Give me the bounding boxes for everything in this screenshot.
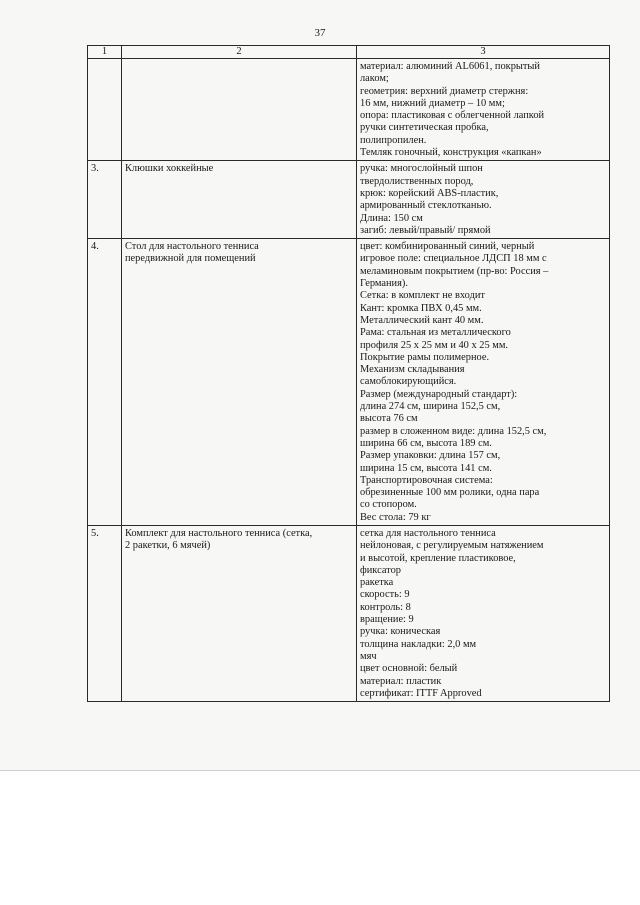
spec-line: меламиновым покрытием (пр-во: Россия –	[360, 265, 549, 277]
spec-line: полипропилен.	[360, 134, 427, 146]
table-row	[88, 161, 610, 239]
spec-line: твердолиственных пород,	[360, 175, 474, 187]
spec-line: обрезиненные 100 мм ролики, одна пара	[360, 487, 540, 499]
spec-line: ширина 15 см, высота 141 см.	[360, 462, 492, 474]
spec-line: Размер (международный стандарт):	[360, 388, 518, 400]
item-number: 3.	[88, 161, 122, 239]
spec-line: Покрытие рамы полимерное.	[360, 351, 490, 363]
item-name	[122, 59, 357, 161]
spec-line: Металлический кант 40 мм.	[360, 314, 484, 326]
spec-line: длина 274 см, ширина 152,5 см,	[360, 401, 501, 413]
item-name	[122, 525, 357, 701]
spec-line: со стопором.	[360, 499, 417, 511]
spec-line: Рама: стальная из металлического	[360, 327, 511, 339]
item-name-line: Комплект для настольного тенниса (сетка,	[125, 527, 313, 539]
item-number	[88, 59, 122, 161]
item-name-line: 2 ракетки, 6 мячей)	[125, 540, 211, 552]
spec-line: ручка: коническая	[360, 626, 441, 638]
spec-line: мяч	[360, 650, 377, 662]
column-header: 2	[122, 46, 357, 59]
spec-line: толщина накладки: 2,0 мм	[360, 638, 477, 650]
spec-line: ширина 66 см, высота 189 см.	[360, 437, 492, 449]
item-name	[122, 239, 357, 526]
spec-line: фиксатор	[360, 564, 401, 576]
spec-line: игровое поле: специальное ЛДСП 18 мм с	[360, 253, 547, 265]
item-name-line: Клюшки хоккейные	[125, 163, 214, 175]
spec-line: ручки синтетическая пробка,	[360, 122, 489, 134]
spec-line: контроль: 8	[360, 601, 411, 613]
spec-line: лаком;	[360, 73, 389, 85]
spec-line: ручка: многослойный шпон	[360, 163, 483, 175]
spec-line: загиб: левый/правый/ прямой	[360, 224, 491, 236]
spec-line: скорость: 9	[360, 589, 410, 601]
spec-line: нейлоновая, с регулируемым натяжением	[360, 540, 544, 552]
item-name	[122, 161, 357, 239]
spec-line: геометрия: верхний диаметр стержня:	[360, 85, 529, 97]
spec-line: сетка для настольного тенниса	[360, 527, 496, 539]
spec-line: Механизм складывания	[360, 364, 465, 376]
table-row	[88, 525, 610, 701]
spec-line: материал: пластик	[360, 675, 442, 687]
item-specification	[357, 161, 610, 239]
spec-line: опора: пластиковая с облегченной лапкой	[360, 110, 545, 122]
specification-table	[87, 45, 610, 702]
item-specification	[357, 525, 610, 701]
spec-line: Длина: 150 см	[360, 212, 423, 224]
spec-line: Темляк гоночный, конструкция «капкан»	[360, 147, 542, 159]
column-header: 3	[357, 46, 610, 59]
spec-line: Германия).	[360, 278, 408, 290]
item-specification	[357, 239, 610, 526]
item-name-line: передвижной для помещений	[125, 253, 256, 265]
item-number: 5.	[88, 525, 122, 701]
spec-line: крюк: корейский ABS-пластик,	[360, 187, 499, 199]
column-header: 1	[88, 46, 122, 59]
spec-line: цвет: комбинированный синий, черный	[360, 241, 535, 253]
spec-line: размер в сложенном виде: длина 152,5 см,	[360, 425, 547, 437]
table-row	[88, 239, 610, 526]
spec-line: материал: алюминий AL6061, покрытый	[360, 61, 540, 72]
spec-line: армированный стеклотканью.	[360, 200, 492, 212]
table-header-row	[88, 46, 610, 59]
spec-line: сертификат: ITTF Approved	[360, 687, 482, 699]
item-number: 4.	[88, 239, 122, 526]
spec-line: Кант: кромка ПВХ 0,45 мм.	[360, 302, 482, 314]
page-number: 37	[314, 27, 326, 39]
item-specification	[357, 59, 610, 161]
spec-line: ракетка	[360, 577, 394, 589]
spec-line: Транспортировочная система:	[360, 474, 493, 486]
spec-line: вращение: 9	[360, 614, 414, 626]
item-name-line: Стол для настольного тенниса	[125, 241, 259, 253]
spec-line: Вес стола: 79 кг	[360, 511, 431, 523]
spec-line: профиля 25 х 25 мм и 40 х 25 мм.	[360, 339, 509, 351]
spec-line: самоблокирующийся.	[360, 376, 457, 388]
spec-line: и высотой, крепление пластиковое,	[360, 552, 516, 564]
spec-line: Размер упаковки: длина 157 см,	[360, 450, 501, 462]
spec-line: 16 мм, нижний диаметр – 10 мм;	[360, 97, 505, 109]
spec-line: цвет основной: белый	[360, 663, 458, 675]
table-row	[88, 59, 610, 161]
spec-line: высота 76 см	[360, 413, 418, 425]
spec-line: Сетка: в комплект не входит	[360, 290, 485, 302]
